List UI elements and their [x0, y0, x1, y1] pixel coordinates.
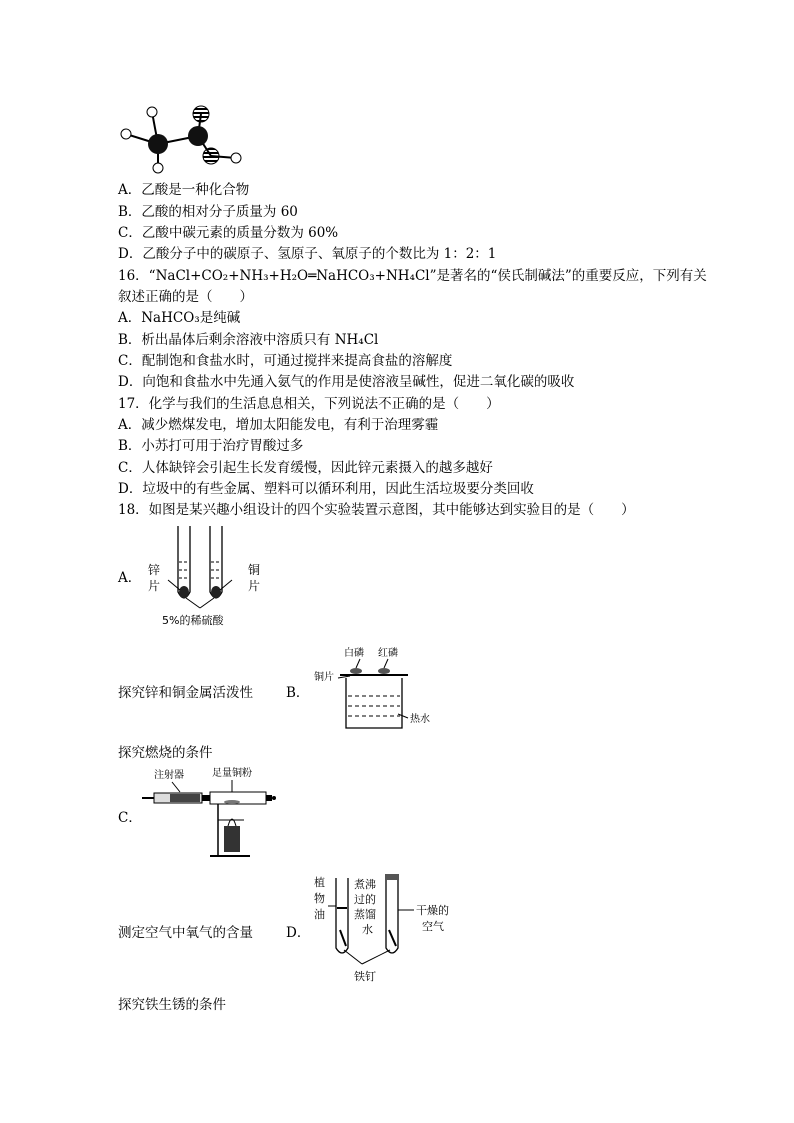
q17-stem: 17．化学与我们的生活息息相关，下列说法不正确的是（ ） [118, 396, 500, 412]
q18-c-caption: 测定空气中氧气的含量 [118, 925, 253, 941]
q18-d-caption: 探究铁生锈的条件 [118, 997, 226, 1013]
q17-option-b: B．小苏打可用于治疗胃酸过多 [118, 438, 304, 454]
q18-a-zinc-label-1: 锌 [148, 563, 161, 577]
q18-d-water-label-3: 蒸馏 [354, 908, 376, 921]
q18-d-apparatus [312, 870, 462, 986]
q18-d-oil-label-2: 物 [314, 892, 325, 905]
q18-a-caption: 探究锌和铜金属活泼性 [118, 685, 253, 701]
q16-stem-line-1: 16．“NaCl+CO₂+NH₃+H₂O═NaHCO₃+NH₄Cl”是著名的“侯氏制碱法”的重要反应，下列有关 [118, 268, 707, 284]
q18-d-water-label-1: 煮沸 [354, 878, 376, 891]
q18-a-zinc-label-2: 片 [148, 579, 161, 593]
q18-c-apparatus [140, 762, 280, 862]
q18-b-apparatus [312, 644, 442, 736]
q17-option-c: C．人体缺锌会引起生长发育缓慢，因此锌元素摄入的越多越好 [118, 460, 493, 476]
q18-d-oil-label-3: 油 [314, 908, 325, 921]
q18-c-syringe-label: 注射器 [154, 770, 184, 781]
q18-d-air-label-2: 空气 [422, 920, 444, 933]
q18-d-air-label-1: 干燥的 [416, 904, 449, 917]
q15-option-a: A．乙酸是一种化合物 [118, 182, 250, 198]
q18-d-nail-label: 铁钉 [354, 970, 376, 983]
q18-d-oil-label-1: 植 [314, 876, 325, 889]
q15-option-d: D．乙酸分子中的碳原子、氢原子、氧原子的个数比为 1：2：1 [118, 246, 497, 262]
q16-option-d: D．向饱和食盐水中先通入氨气的作用是使溶液呈碱性，促进二氧化碳的吸收 [118, 374, 575, 390]
q18-c-copper-powder-label: 足量铜粉 [212, 768, 252, 779]
q18-b-letter: B． [286, 685, 310, 701]
q18-d-letter: D． [286, 925, 311, 941]
q18-c-letter: C． [118, 810, 142, 826]
q16-stem-line-2: 叙述正确的是（ ） [118, 289, 253, 305]
q15-option-c: C．乙酸中碳元素的质量分数为 60% [118, 225, 339, 241]
q18-b-caption: 探究燃烧的条件 [118, 745, 213, 761]
q18-b-copper-sheet-label: 铜片 [314, 672, 334, 683]
q17-option-d: D．垃圾中的有些金属、塑料可以循环利用，因此生活垃圾要分类回收 [118, 481, 534, 497]
acetic-acid-molecule-figure [118, 100, 248, 175]
q18-d-water-label-4: 水 [362, 923, 373, 936]
q18-d-water-label-2: 过的 [354, 893, 376, 906]
q18-stem: 18．如图是某兴趣小组设计的四个实验装置示意图，其中能够达到实验目的是（ ） [118, 502, 635, 518]
q15-option-b: B．乙酸的相对分子质量为 60 [118, 204, 298, 220]
q18-a-copper-label-2: 片 [248, 579, 261, 593]
q18-a-letter: A． [118, 570, 142, 586]
q18-a-apparatus [140, 522, 270, 632]
q16-option-b: B．析出晶体后剩余溶液中溶质只有 NH₄Cl [118, 332, 379, 348]
q18-b-red-phosphorus-label: 红磷 [378, 648, 398, 659]
q18-b-hot-water-label: 热水 [410, 714, 430, 725]
q16-option-a: A．NaHCO₃是纯碱 [118, 310, 241, 326]
q17-option-a: A．减少燃煤发电，增加太阳能发电，有利于治理雾霾 [118, 417, 439, 433]
q18-a-acid-label: 5%的稀硫酸 [162, 614, 224, 627]
q18-a-copper-label-1: 铜 [248, 563, 261, 577]
q18-b-white-phosphorus-label: 白磷 [344, 648, 364, 659]
q16-option-c: C．配制饱和食盐水时，可通过搅拌来提高食盐的溶解度 [118, 353, 453, 369]
